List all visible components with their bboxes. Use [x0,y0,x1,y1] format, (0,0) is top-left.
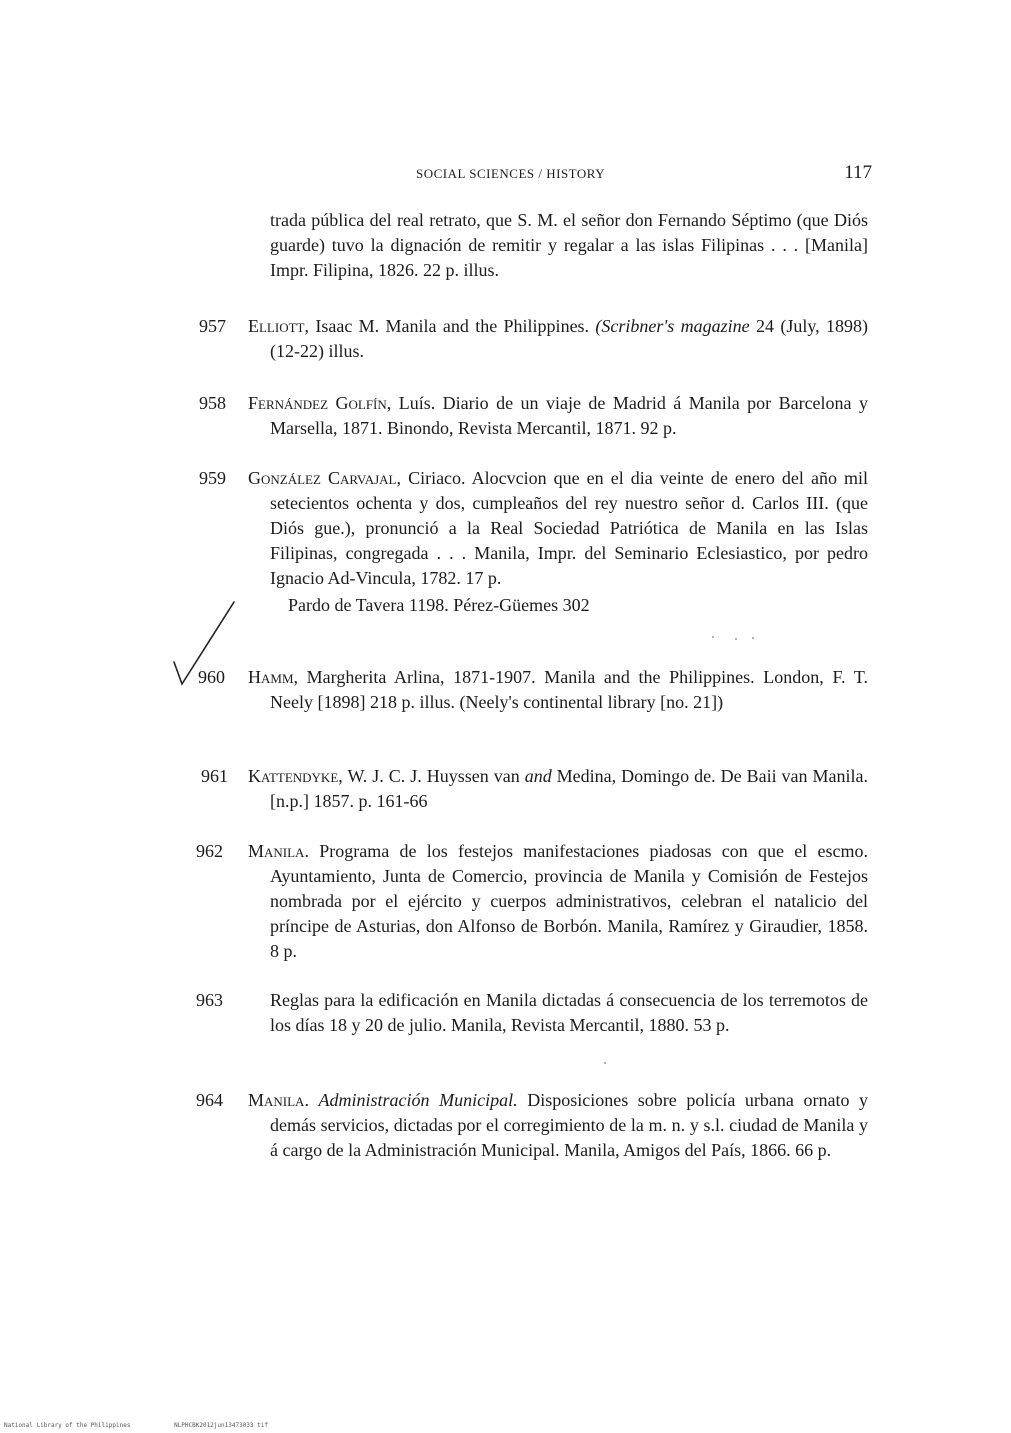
entry-author: Kattendyke, [248,766,343,786]
entry-text [248,839,868,964]
entry-text-part: Margherita Arlina, 1871-1907. Manila and the Philippines. London, F. T. Neely [1898] 218 p. illus. (Neely's continental library [no. 21]) [270,667,869,712]
entry-author: Hamm, [248,667,299,687]
entry-author: Fernández Golfín, [248,393,392,413]
entry-number: 960 [198,667,225,687]
entry-text: trada pública del real retrato, que S. M. el señor don Fernando Séptimo (que Diós guarde) tuvo la dignación de remitir y regalar a las islas Filipinas . . . [Manila] Impr. Filipina, 1826. 22 p. illus. [270,210,868,280]
scan-speck [712,636,714,638]
entry-text-part: Isaac M. Manila and the Philippines. [315,316,590,336]
page-number: 117 [844,162,872,183]
entry-number: 958 [199,393,226,413]
scan-speck [604,1062,606,1064]
page-header [416,162,872,190]
entry-text-part: W. J. C. J. Huyssen van [347,766,520,786]
entry-number: 963 [196,990,223,1010]
entry-text: Reglas para la edificación en Manila dictadas á consecuencia de los terremotos de los días 18 y 20 de julio. Manila, Revista Mercantil, 1880. 53 p. [270,990,868,1035]
scan-speck [735,638,737,640]
entry-number: 964 [196,1090,223,1110]
entry-author: Elliott, [248,316,309,336]
entry-number: 961 [201,766,228,786]
entry-number: 957 [199,316,226,336]
entry-text [248,314,868,364]
entry-text-part: Disposiciones sobre policía urbana ornato y demás servicios, dictadas por el corregimiento de la m. n. y s.l. ciudad de Manila y á cargo de la Administración Municipal. Manila, Amigos del País, 1866. 66 p. [270,1090,869,1160]
footer-library: National Library of the Philippines [4,1422,131,1429]
entry-author: González Carvajal, [248,468,401,488]
entry-journal: (Scribner's magazine [595,316,750,336]
running-head: SOCIAL SCIENCES / HISTORY [416,166,606,181]
entry-text [248,1088,868,1163]
entry-italic: Administración Municipal. [318,1090,518,1110]
entry-text-part: Medina, Domingo de. De Baii van Manila. [n.p.] 1857. p. 161-66 [270,766,869,811]
entry-text [248,665,868,715]
entry-text [248,391,868,441]
entry-italic: and [524,766,552,786]
entry-number: 962 [196,841,223,861]
entry-text [248,466,868,618]
entry-text [248,764,868,814]
entry-text-part: Ciriaco. Alocvcion que en el dia veinte de enero del año mil setecientos ochenta y dos, cumpleaños del rey nuestro señor d. Carlos III. (que Diós gue.), pronunció a la Real Sociedad Patriótica de Manila en las Islas Filipinas, congregada . . . Manila, Impr. del Seminario Eclesiastico, por pedro Ignacio Ad-Vincula, 1782. 17 p. [270,468,868,588]
entry-text-part: Luís. Diario de un viaje de Madrid á Manila por Barcelona y Marsella, 1871. Binondo, Revista Mercantil, 1871. 92 p. [270,393,868,438]
entry-author: Manila. [248,841,309,861]
entry-text-part: 24 (July, 1898) (12-22) illus. [270,316,869,361]
footer-file-id: NLPHCBK2012jun13473033 tif [174,1422,268,1429]
scan-speck [752,637,754,639]
entry-author: Manila. [248,1090,309,1110]
entry-note: Pardo de Tavera 1198. Pérez-Güemes 302 [288,595,590,615]
entry-text-part: Programa de los festejos manifestaciones piadosas con que el escmo. Ayuntamiento, Junta de Comercio, provincia de Manila y Comisión de Festejos nombrada por el ejército y cuerpos administrativos, celebran el natalicio del príncipe de Asturias, don Alfonso de Borbón. Manila, Ramírez y Giraudier, 1858. 8 p. [270,841,869,961]
entry-number: 959 [199,468,226,488]
scan-footer [4,1422,308,1429]
